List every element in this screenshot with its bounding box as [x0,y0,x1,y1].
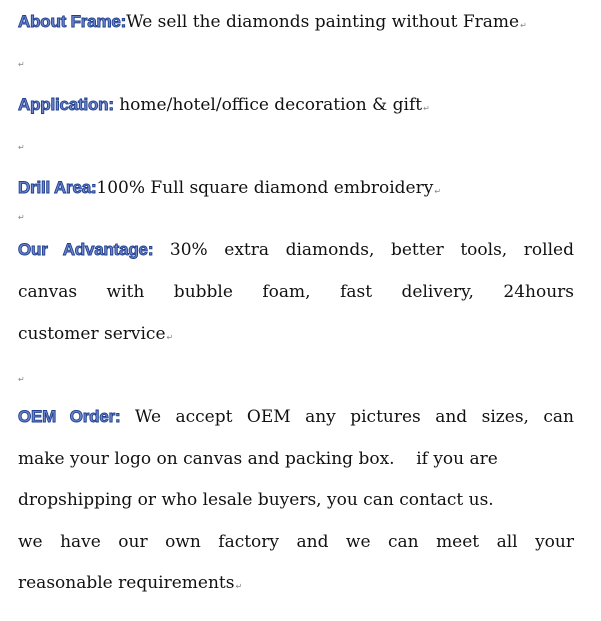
drill-area-label: Drill Area: [18,178,97,197]
paragraph-mark-icon: ↵ [18,375,25,384]
about-frame-text: We sell the diamonds painting without Frame [126,12,520,32]
advantage-line-3 [18,322,574,346]
oem-text-5: reasonable requirements [18,573,235,593]
oem-line-1 [18,405,574,429]
paragraph-mark-icon: ↵ [434,187,442,196]
advantage-text-3: customer service [18,324,166,344]
about-frame-line [18,10,574,34]
oem-line-5 [18,571,574,595]
oem-text-1: We accept OEM any pictures and sizes, can [120,407,574,427]
drill-area-text: 100% Full square diamond embroidery [96,178,434,198]
paragraph-mark-icon: ↵ [166,333,174,342]
application-text: home/hotel/office decoration & gift [113,95,423,115]
drill-area-line [18,176,574,200]
advantage-line-1 [18,238,574,262]
paragraph-mark-icon: ↵ [18,60,25,69]
oem-order-label: OEM Order: [18,407,121,426]
paragraph-mark-icon: ↵ [520,21,527,30]
about-frame-label: About Frame: [18,12,127,31]
paragraph-mark-icon: ↵ [18,143,25,152]
paragraph-mark-icon: ↵ [18,213,25,222]
oem-line-2 [18,447,574,471]
oem-text-3: dropshipping or who lesale buyers, you can contact us. [18,490,494,510]
oem-line-4 [18,530,574,554]
advantage-label: Our Advantage: [18,240,154,259]
advantage-text-2: canvas with bubble foam, fast delivery, 24hours [18,282,574,302]
paragraph-mark-icon: ↵ [235,582,243,591]
oem-text-4: we have our own factory and we can meet all your [18,532,574,552]
advantage-line-2 [18,280,574,304]
application-label: Application: [18,95,114,114]
advantage-text-1: 30% extra diamonds, better tools, rolled [153,240,574,260]
oem-line-3 [18,488,574,512]
paragraph-mark-icon: ↵ [423,104,430,113]
oem-text-2: make your logo on canvas and packing box. if you are [18,449,498,469]
application-line [18,93,574,117]
